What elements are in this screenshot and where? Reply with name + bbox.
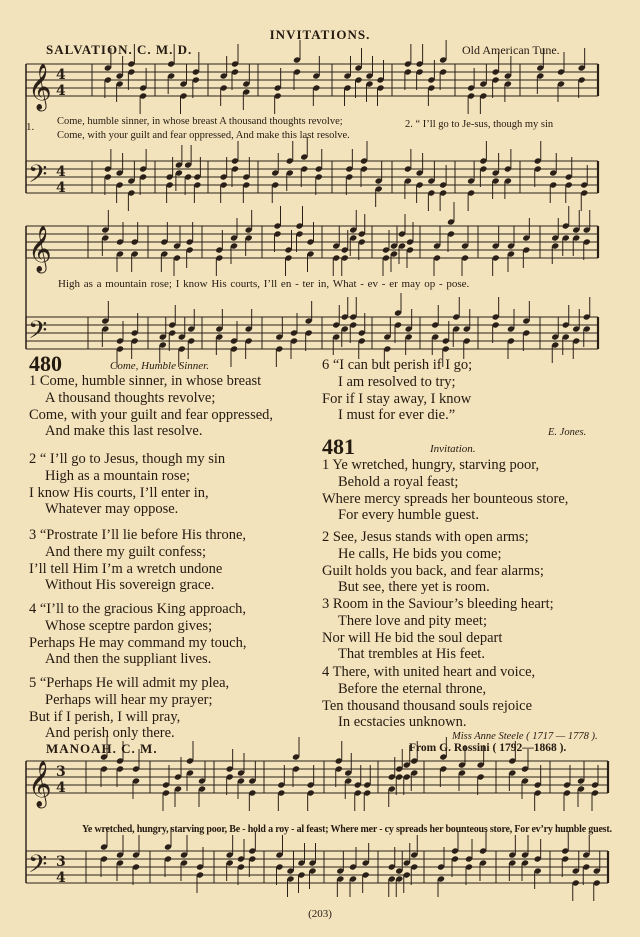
stanza: 3 “Prostrate I’ll lie before His throne, And there my guilt confess; I’ll tell Him I’m a wretch undone Without His sovereign grace.	[29, 527, 247, 594]
stanza: 1 Ye wretched, hungry, starving poor, Behold a royal feast; Where mercy spreads her bounteous store, For every humble guest.	[322, 457, 569, 524]
hymn-author: E. Jones.	[548, 427, 587, 438]
stanza: 2 “ I’ll go to Jesus, though my sin High as a mountain rose; I know His courts, I’ll enter in, Whatever may oppose.	[29, 451, 226, 518]
tune-attribution: From G. Rossini ( 1792—1868 ).	[409, 742, 567, 754]
svg-text:3: 3	[56, 854, 66, 870]
page-number: (203)	[308, 908, 332, 920]
svg-text:4: 4	[56, 83, 66, 99]
stanza: 3 Room in the Saviour’s bleeding heart; There love and pity meet; Nor will He bid the soul depart That trembles at His feet.	[322, 596, 554, 663]
stanza: 5 “Perhaps He will admit my plea, Perhaps will hear my prayer; But if I perish, I will pray, And perish only there.	[29, 675, 230, 742]
stanza: 4 “I’ll to the gracious King approach, Whose sceptre pardon gives; Perhaps He may command my touch, And then the suppliant lives.	[29, 601, 247, 668]
hymn-number: 480	[29, 351, 62, 376]
hymn-title: Invitation.	[430, 443, 476, 455]
svg-text:𝄢: 𝄢	[28, 160, 48, 195]
svg-text:𝄢: 𝄢	[28, 850, 48, 885]
svg-text:𝄞: 𝄞	[28, 64, 52, 110]
svg-text:𝄞: 𝄞	[28, 761, 52, 807]
hymn-title: Come, Humble Sinner.	[110, 360, 209, 372]
lyric-line: Come, humble sinner, in whose breast A thousand thoughts revolve;	[57, 116, 343, 127]
svg-text:4: 4	[56, 870, 66, 886]
tune-attribution: Old American Tune.	[462, 43, 560, 57]
svg-text:𝄢: 𝄢	[28, 316, 48, 351]
stanza: 6 “I can but perish if I go; I am resolved to try; For if I stay away, I know I must for ever die.”	[322, 357, 473, 424]
lyric-line: Ye wretched, hungry, starving poor, Be - hold a roy - al feast; Where mer - cy spreads her bounteous store, For ev’ry humble guest.	[82, 824, 612, 835]
svg-text:𝄞: 𝄞	[28, 226, 52, 272]
tune-name: MANOAH. C. M.	[46, 741, 158, 756]
svg-text:3: 3	[56, 764, 66, 780]
svg-text:4: 4	[56, 780, 66, 796]
lyric-line: 2. “ I’ll go to Je-sus, though my sin	[405, 119, 554, 130]
hymn-number: 481	[322, 434, 355, 459]
svg-text:4: 4	[56, 164, 66, 180]
svg-text:4: 4	[56, 67, 66, 83]
stanza: 2 See, Jesus stands with open arms; He calls, He bids you come; Guilt holds you back, and fear alarms; But see, there yet is room.	[322, 529, 544, 596]
lyric-line: Come, with your guilt and fear oppressed, And make this last resolve.	[57, 130, 350, 141]
svg-text:4: 4	[56, 180, 66, 196]
verse-marker: 1.	[26, 121, 35, 133]
stanza: 4 There, with united heart and voice, Before the eternal throne, Ten thousand thousand souls rejoice In ecstacies unknown.	[322, 664, 536, 731]
stanza: 1 Come, humble sinner, in whose breast A thousand thoughts revolve; Come, with your guilt and fear oppressed, And make this last resolve.	[29, 373, 274, 440]
lyric-line: High as a mountain rose; I know His courts, I’ll en - ter in, What - ev - er may op - pose.	[58, 278, 470, 290]
section-title: INVITATIONS.	[269, 27, 371, 42]
hymn-author: Miss Anne Steele ( 1717 — 1778 ).	[452, 731, 598, 742]
tune-name: SALVATION. C. M. D.	[46, 42, 193, 57]
